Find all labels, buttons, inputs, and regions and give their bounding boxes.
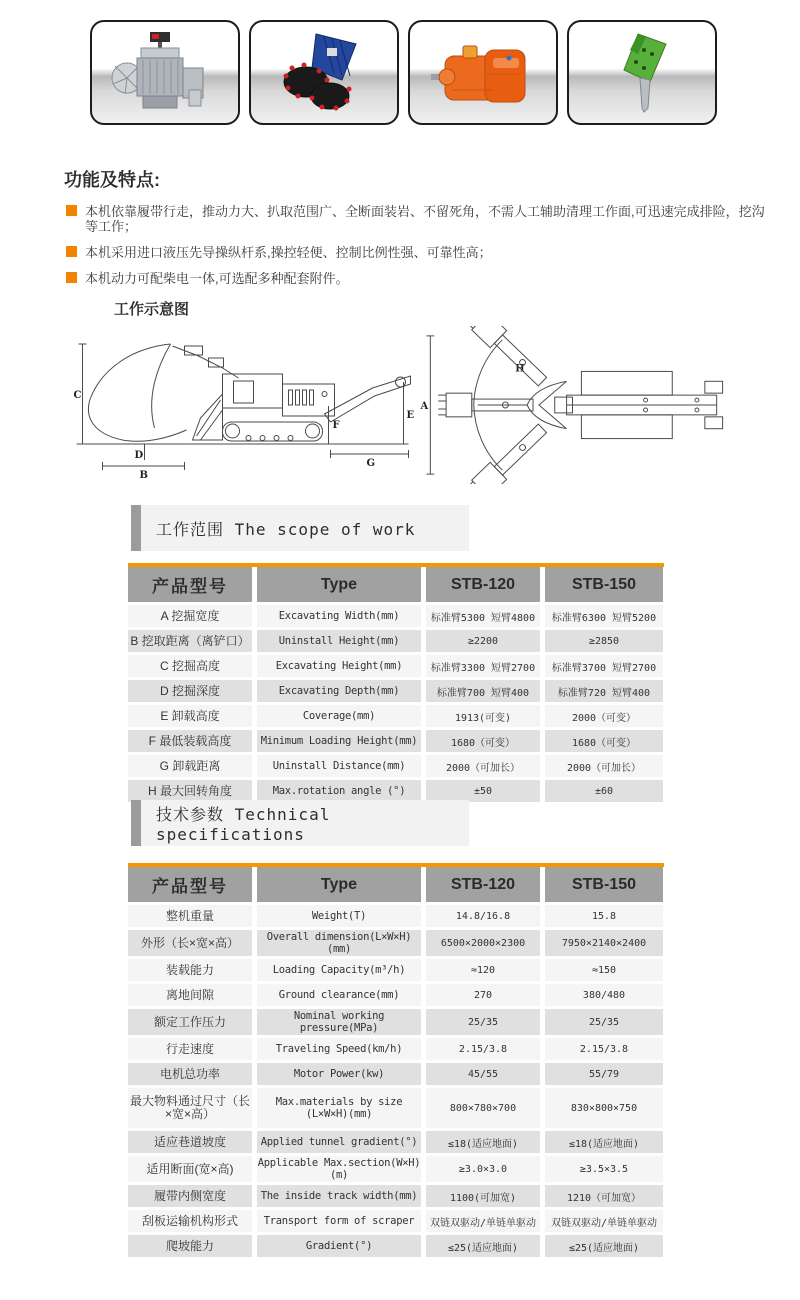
- table-row: [128, 655, 664, 677]
- row-type-cell: Uninstall Distance(mm): [257, 755, 421, 777]
- row-stb150-cell: 标准臂6300 短臂5200: [545, 605, 663, 627]
- row-stb150-cell: 标准臂720 短臂400: [545, 680, 663, 702]
- diesel-engine-photo: [90, 20, 240, 125]
- row-label-cell: D 挖掘深度: [128, 680, 252, 702]
- tech-section-title: 技术参数 Technical specifications: [156, 805, 331, 844]
- hydraulic-breaker-image: [582, 27, 702, 119]
- row-stb120-cell: ≥3.0×3.0: [426, 1156, 540, 1182]
- row-label-cell: 装载能力: [128, 959, 252, 981]
- product-thumbnails: [90, 20, 718, 125]
- section-header-bar: [131, 800, 141, 846]
- arm-horizontal: [438, 393, 533, 417]
- table-row: [128, 680, 664, 702]
- row-stb120-cell: 2000（可加长）: [426, 755, 540, 777]
- row-stb120-cell: 标准臂700 短臂400: [426, 680, 540, 702]
- row-stb150-cell: 双链双驱动/单链单驱动: [545, 1210, 663, 1232]
- row-label-cell: 额定工作压力: [128, 1009, 252, 1035]
- row-type-cell: Excavating Width(mm): [257, 605, 421, 627]
- table-row: [128, 1009, 664, 1035]
- row-stb120-cell: 270: [426, 984, 540, 1006]
- row-label-cell: 最大物料通过尺寸（长×宽×高）: [128, 1088, 252, 1128]
- table-row: [128, 605, 664, 627]
- diesel-engine-image: [105, 27, 225, 119]
- row-label-cell: 电机总功率: [128, 1063, 252, 1085]
- row-label-cell: 刮板运输机构形式: [128, 1210, 252, 1232]
- table-row: [128, 1063, 664, 1085]
- row-type-cell: Uninstall Height(mm): [257, 630, 421, 652]
- feature-text: 本机依靠履带行走，推动力大、扒取范围广、全断面装岩、不留死角，不需人工辅助清理工作面,可迅速完成排险，挖沟等工作；: [85, 204, 765, 234]
- hydraulic-pump-image: [423, 27, 543, 119]
- row-stb120-cell: 1680（可变）: [426, 730, 540, 752]
- row-label-cell: 离地间隙: [128, 984, 252, 1006]
- row-type-cell: Excavating Depth(mm): [257, 680, 421, 702]
- table-row: [128, 1131, 664, 1153]
- orange-bullet-icon: [66, 246, 77, 257]
- drum-cutter-image: [264, 27, 384, 119]
- row-stb150-cell: ≥2850: [545, 630, 663, 652]
- table-row: [128, 1088, 664, 1128]
- row-stb120-cell: ±50: [426, 780, 540, 802]
- tech-table-header: [128, 867, 664, 902]
- scope-table-header: [128, 567, 664, 602]
- row-label-cell: 爬坡能力: [128, 1235, 252, 1257]
- table-row: [128, 1156, 664, 1182]
- diagram-title: 工作示意图: [114, 301, 190, 318]
- features-section: [64, 166, 774, 297]
- row-label-cell: G 卸载距离: [128, 755, 252, 777]
- row-stb150-cell: ≤25(适应地面): [545, 1235, 663, 1257]
- row-type-cell: Minimum Loading Height(mm): [257, 730, 421, 752]
- column-header-stb120: STB-120: [426, 867, 540, 902]
- table-row: [128, 780, 664, 802]
- side-view-diagram: [70, 326, 415, 484]
- row-label-cell: C 挖掘高度: [128, 655, 252, 677]
- table-row: [128, 1210, 664, 1232]
- table-row: [128, 705, 664, 727]
- row-label-cell: F 最低装载高度: [128, 730, 252, 752]
- table-row: [128, 905, 664, 927]
- row-stb150-cell: 25/35: [545, 1009, 663, 1035]
- row-stb120-cell: 1100(可加宽): [426, 1185, 540, 1207]
- scope-section-header: [131, 505, 469, 551]
- working-diagrams: [70, 326, 735, 484]
- row-stb120-cell: 6500×2000×2300: [426, 930, 540, 956]
- tech-section-header: [131, 800, 469, 846]
- row-label-cell: B 挖取距离（离铲口）: [128, 630, 252, 652]
- scope-table-body: [128, 605, 664, 802]
- row-type-cell: Weight(T): [257, 905, 421, 927]
- row-stb120-cell: 14.8/16.8: [426, 905, 540, 927]
- row-label-cell: 适用断面(宽×高): [128, 1156, 252, 1182]
- column-header-model: 产品型号: [128, 867, 252, 902]
- table-row: [128, 730, 664, 752]
- column-header-stb120: STB-120: [426, 567, 540, 602]
- scope-section-title: 工作范围 The scope of work: [156, 519, 416, 539]
- row-label-cell: 适应巷道坡度: [128, 1131, 252, 1153]
- row-stb120-cell: 标准臂5300 短臂4800: [426, 605, 540, 627]
- svg-text:H: H: [515, 363, 525, 375]
- row-stb120-cell: ≈120: [426, 959, 540, 981]
- row-stb120-cell: ≤18(适应地面): [426, 1131, 540, 1153]
- row-type-cell: Applied tunnel gradient(°): [257, 1131, 421, 1153]
- row-stb150-cell: 2.15/3.8: [545, 1038, 663, 1060]
- svg-text:E: E: [406, 410, 415, 421]
- table-row: [128, 984, 664, 1006]
- column-header-stb150: STB-150: [545, 867, 663, 902]
- svg-text:F: F: [332, 420, 340, 431]
- green-hydraulic-breaker-photo: [567, 20, 717, 125]
- row-stb150-cell: 830×800×750: [545, 1088, 663, 1128]
- row-label-cell: 整机重量: [128, 905, 252, 927]
- column-header-type: Type: [257, 867, 421, 902]
- row-label-cell: H 最大回转角度: [128, 780, 252, 802]
- table-row: [128, 755, 664, 777]
- svg-text:A: A: [420, 400, 429, 412]
- row-stb120-cell: 1913(可变): [426, 705, 540, 727]
- row-type-cell: Nominal working pressure(MPa): [257, 1009, 421, 1035]
- row-type-cell: Max.materials by size (L×W×H)(mm): [257, 1088, 421, 1128]
- row-label-cell: 外形（长×宽×高）: [128, 930, 252, 956]
- row-stb150-cell: 1210（可加宽）: [545, 1185, 663, 1207]
- row-stb120-cell: ≥2200: [426, 630, 540, 652]
- row-stb120-cell: 标准臂3300 短臂2700: [426, 655, 540, 677]
- row-stb120-cell: 45/55: [426, 1063, 540, 1085]
- top-view-diagram: [415, 326, 733, 484]
- row-type-cell: Applicable Max.section(W×H)(m): [257, 1157, 421, 1181]
- table-row: [128, 1038, 664, 1060]
- row-type-cell: Excavating Height(mm): [257, 655, 421, 677]
- arm-rotated-up: [466, 420, 551, 484]
- table-row: [128, 1185, 664, 1207]
- orange-bullet-icon: [66, 272, 77, 283]
- features-list: [64, 204, 774, 286]
- feature-item: [64, 245, 774, 260]
- row-label-cell: 行走速度: [128, 1038, 252, 1060]
- table-row: [128, 1235, 664, 1257]
- row-stb150-cell: 标准臂3700 短臂2700: [545, 655, 663, 677]
- row-label-cell: 履带内侧宽度: [128, 1185, 252, 1207]
- features-title: 功能及特点:: [64, 170, 160, 190]
- scope-table: [128, 563, 664, 805]
- orange-hydraulic-pump-photo: [408, 20, 558, 125]
- row-stb150-cell: 15.8: [545, 905, 663, 927]
- table-row: [128, 930, 664, 956]
- row-type-cell: Transport form of scraper: [257, 1210, 421, 1232]
- row-stb120-cell: 25/35: [426, 1009, 540, 1035]
- row-label-cell: A 挖掘宽度: [128, 605, 252, 627]
- row-type-cell: Loading Capacity(m³/h): [257, 959, 421, 981]
- row-label-cell: E 卸载高度: [128, 705, 252, 727]
- row-stb150-cell: ±60: [545, 780, 663, 802]
- row-stb150-cell: ≤18(适应地面): [545, 1131, 663, 1153]
- row-stb150-cell: 2000（可加长）: [545, 755, 663, 777]
- row-stb120-cell: ≤25(适应地面): [426, 1235, 540, 1257]
- row-type-cell: Gradient(°): [257, 1235, 421, 1257]
- column-header-stb150: STB-150: [545, 567, 663, 602]
- svg-text:G: G: [366, 458, 376, 469]
- feature-text: 本机采用进口液压先导操纵杆系,操控轻便、控制比例性强、可靠性高；: [85, 245, 492, 260]
- blue-drum-cutter-photo: [249, 20, 399, 125]
- row-type-cell: Overall dimension(L×W×H)(mm): [257, 930, 421, 956]
- svg-text:C: C: [73, 390, 82, 401]
- feature-item: [64, 271, 774, 286]
- row-type-cell: Motor Power(kw): [257, 1063, 421, 1085]
- row-stb120-cell: 双链双驱动/单链单驱动: [426, 1210, 540, 1232]
- arm-rotated-down: [466, 326, 551, 390]
- tech-table-body: [128, 905, 664, 1257]
- row-stb150-cell: 7950×2140×2400: [545, 930, 663, 956]
- svg-text:B: B: [139, 470, 148, 481]
- row-stb150-cell: 380/480: [545, 984, 663, 1006]
- row-type-cell: Ground clearance(mm): [257, 984, 421, 1006]
- row-stb150-cell: 2000（可变）: [545, 705, 663, 727]
- row-type-cell: The inside track width(mm): [257, 1185, 421, 1207]
- column-header-type: Type: [257, 567, 421, 602]
- tech-table: [128, 863, 664, 1260]
- row-stb120-cell: 800×780×700: [426, 1088, 540, 1128]
- orange-bullet-icon: [66, 205, 77, 216]
- table-row: [128, 630, 664, 652]
- row-stb150-cell: ≥3.5×3.5: [545, 1156, 663, 1182]
- row-stb150-cell: 55/79: [545, 1063, 663, 1085]
- row-stb120-cell: 2.15/3.8: [426, 1038, 540, 1060]
- row-stb150-cell: ≈150: [545, 959, 663, 981]
- row-type-cell: Coverage(mm): [257, 705, 421, 727]
- section-header-bar: [131, 505, 141, 551]
- row-stb150-cell: 1680（可变）: [545, 730, 663, 752]
- row-type-cell: Max.rotation angle (°): [257, 780, 421, 802]
- column-header-model: 产品型号: [128, 567, 252, 602]
- feature-text: 本机动力可配柴电一体,可选配多种配套附件。: [85, 271, 349, 286]
- row-type-cell: Traveling Speed(km/h): [257, 1038, 421, 1060]
- table-row: [128, 959, 664, 981]
- svg-text:D: D: [134, 450, 144, 461]
- feature-item: [64, 204, 774, 234]
